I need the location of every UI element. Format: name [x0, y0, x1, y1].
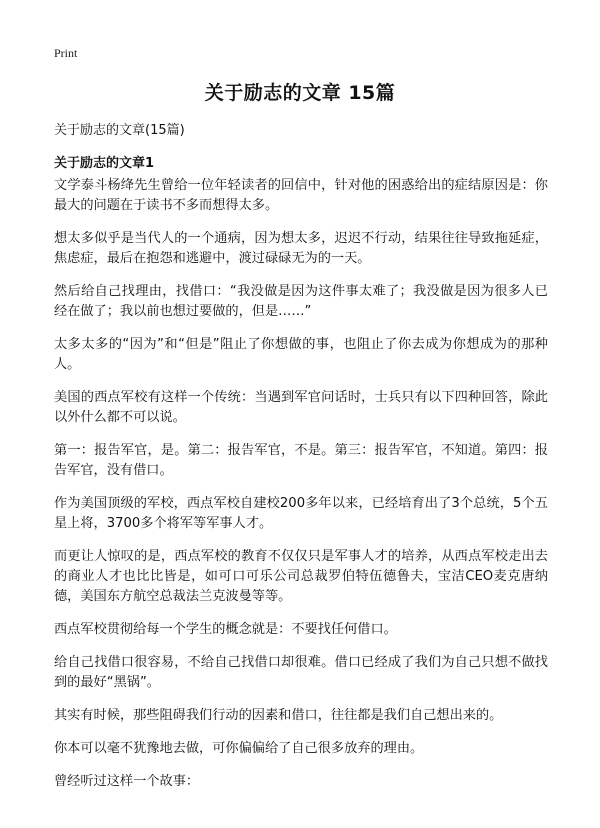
document-subtitle: 关于励志的文章(15篇)	[54, 123, 185, 138]
paragraph: 而更让人惊叹的是，西点军校的教育不仅仅只是军事人才的培养，从西点军校走出去的商业人才也比比皆是，如可口可乐公司总裁罗伯特伍德鲁夫，宝洁CEO麦克唐纳德，美国东方航空总裁法兰克波曼等等。	[54, 549, 548, 604]
paragraph: 文学泰斗杨绛先生曾给一位年轻读者的回信中，针对他的困惑给出的症结原因是：你最大的问题在于读书不多而想得太多。	[54, 178, 548, 213]
paragraph: 太多太多的“因为”和“但是”阻止了你想做的事，也阻止了你去成为你想成为的那种人。	[54, 337, 548, 372]
section-heading: 关于励志的文章1	[54, 156, 155, 171]
paragraph: 你本可以毫不犹豫地去做，可你偏偏给了自己很多放弃的理由。	[54, 741, 424, 756]
paragraph: 然后给自己找理由，找借口：“我没做是因为这件事太难了；我没做是因为很多人已经在做了；我以前也想过要做的，但是……”	[54, 284, 548, 319]
paragraph: 第一：报告军官，是。第二：报告军官，不是。第三：报告军官，不知道。第四：报告军官，没有借口。	[54, 443, 548, 478]
page-title: 关于励志的文章 15篇	[204, 82, 396, 104]
paragraph: 西点军校贯彻给每一个学生的概念就是：不要找任何借口。	[54, 622, 397, 637]
paragraph: 作为美国顶级的军校，西点军校自建校200多年以来，已经培育出了3个总统，5个五星上将，3700多个将军等军事人才。	[54, 496, 548, 531]
article-body	[54, 176, 548, 805]
paragraph: 给自己找借口很容易，不给自己找借口却很难。借口已经成了我们为自己只想不做找到的最好“黑锅”。	[54, 655, 548, 690]
paragraph: 想太多似乎是当代人的一个通病，因为想太多，迟迟不行动，结果往往导致拖延症，焦虑症，最后在抱怨和逃避中，渡过碌碌无为的一天。	[54, 231, 548, 266]
paragraph: 曾经听过这样一个故事：	[54, 774, 200, 789]
print-label: Print	[54, 46, 78, 60]
paragraph: 美国的西点军校有这样一个传统：当遇到军官问话时，士兵只有以下四种回答，除此以外什么都不可以说。	[54, 390, 548, 425]
paragraph: 其实有时候，那些阻碍我们行动的因素和借口，往往都是我们自己想出来的。	[54, 708, 503, 723]
